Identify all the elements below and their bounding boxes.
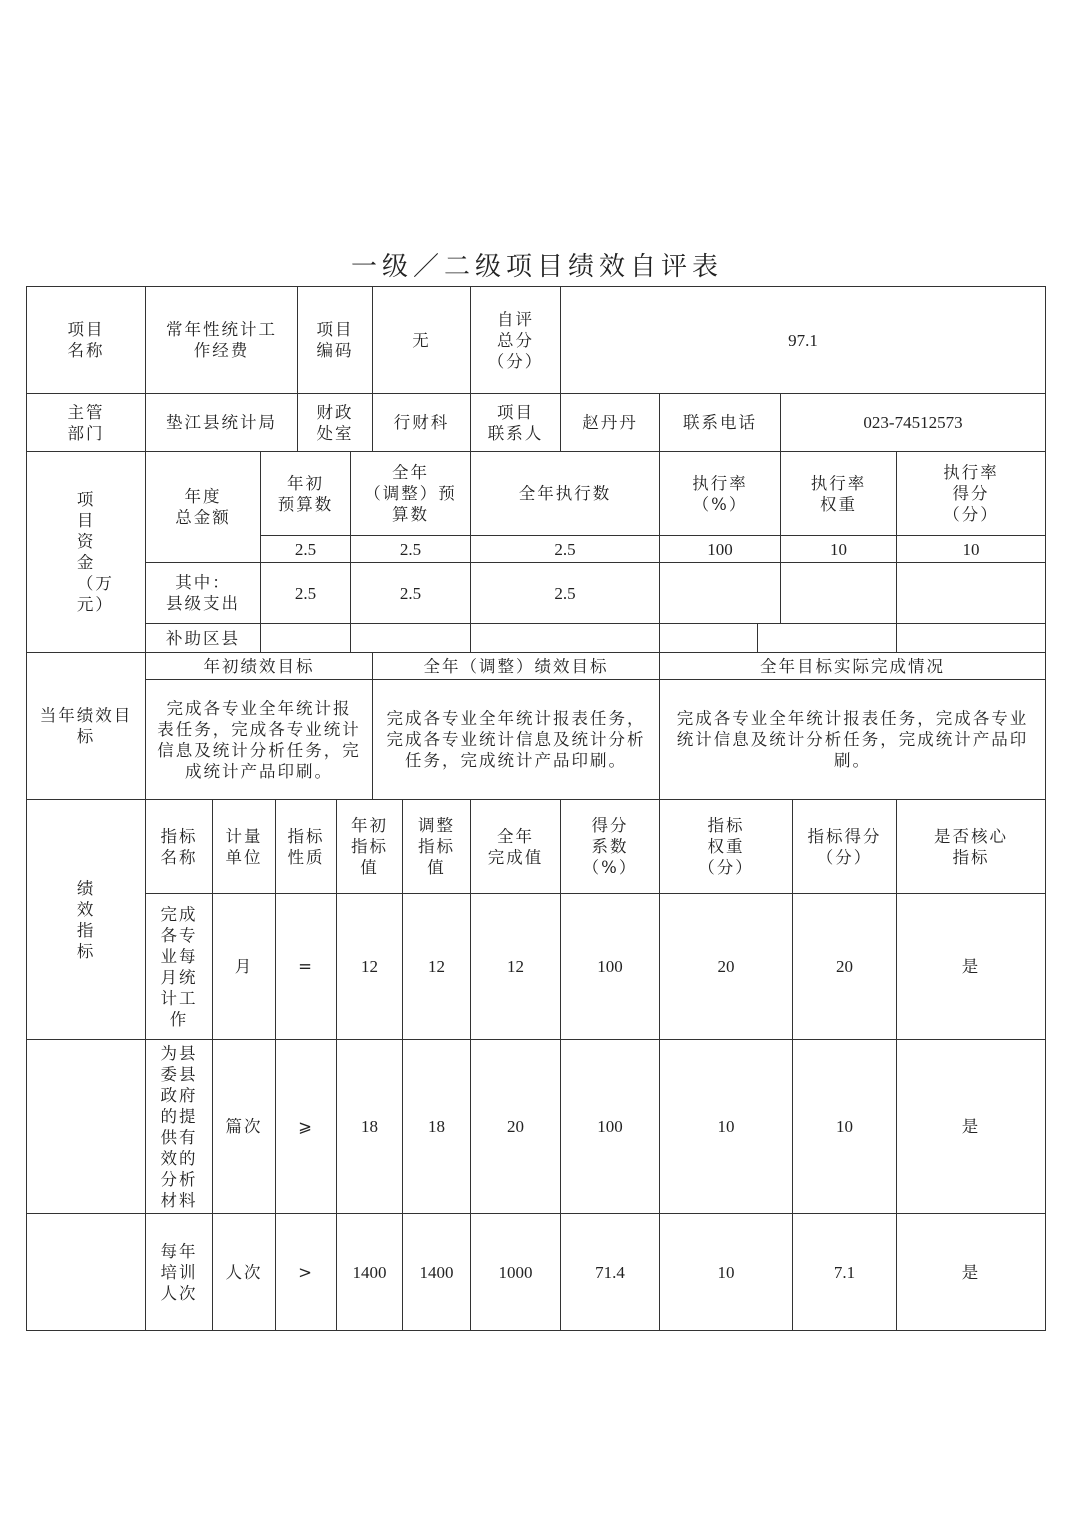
funds-county-value: 2.5 [350, 562, 471, 624]
indicator-cell: 100 [560, 1039, 660, 1214]
office: 行财科 [372, 393, 471, 452]
indicator-cell: 是 [896, 893, 1046, 1040]
indicator-cell: 12 [470, 893, 561, 1040]
page-title: 一级／二级项目绩效自评表 [350, 252, 723, 282]
funds-header: 年度 总金额 [145, 451, 261, 563]
funds-header: 执行率 （%） [659, 451, 781, 536]
indicator-cell: 18 [336, 1039, 403, 1214]
indicator-header: 指标得分 （分） [792, 799, 897, 894]
indicator-cell: 是 [896, 1039, 1046, 1214]
indicator-cell: 人次 [212, 1213, 276, 1331]
indicator-cell: 月 [212, 893, 276, 1040]
indicator-cell: > [275, 1213, 337, 1331]
office-label: 财政 处室 [297, 393, 373, 452]
indicator-cell: 12 [402, 893, 471, 1040]
indicator-cell: 10 [659, 1039, 793, 1214]
funds-total-value: 2.5 [470, 535, 660, 563]
phone-label: 联系电话 [659, 393, 781, 452]
indicator-cell: 10 [792, 1039, 897, 1214]
indicator-cell: 1400 [402, 1213, 471, 1331]
indicator-cell: 20 [659, 893, 793, 1040]
goals-header: 年初绩效目标 [145, 652, 373, 680]
contact-label: 项目 联系人 [470, 393, 561, 452]
funds-county-label: 其中： 县级支出 [145, 562, 261, 624]
indicator-cell: 10 [659, 1213, 793, 1331]
indicators-label-text: 绩效指标 [76, 878, 96, 961]
funds-header: 全年 （调整）预 算数 [350, 451, 471, 536]
indicator-cell: 12 [336, 893, 403, 1040]
indicator-header: 是否核心 指标 [896, 799, 1046, 894]
dept-label: 主管 部门 [26, 393, 146, 452]
goals-value: 完成各专业全年统计报表任务，完成各专业 统计信息及统计分析任务，完成统计产品印 刷。 [659, 679, 1046, 800]
project-code-label: 项目 编码 [297, 286, 373, 394]
phone: 023-74512573 [780, 393, 1046, 452]
indicator-cell: 篇次 [212, 1039, 276, 1214]
indicator-name [145, 1039, 213, 1214]
project-code: 无 [372, 286, 471, 394]
dept: 垫江县统计局 [145, 393, 298, 452]
contact: 赵丹丹 [560, 393, 660, 452]
self-score-label: 自评 总分 （分） [470, 286, 561, 394]
goals-value: 完成各专业全年统计报表任务， 完成各专业统计信息及统计分析 任务，完成统计产品印刷。 [372, 679, 660, 800]
funds-subsidy-value [470, 623, 660, 653]
self-score: 97.1 [560, 286, 1046, 394]
funds-subsidy-value [350, 623, 471, 653]
indicator-cell: = [275, 893, 337, 1040]
indicator-header: 指标 性质 [275, 799, 337, 894]
goals-label: 当年绩效目 标 [26, 652, 146, 800]
funds-header: 执行率 权重 [780, 451, 897, 536]
indicator-name-text: 每年培训人次 [160, 1241, 198, 1303]
project-name-label: 项目 名称 [26, 286, 146, 394]
indicator-cell: 18 [402, 1039, 471, 1214]
funds-total-value: 2.5 [350, 535, 471, 563]
indicator-cell: 7.1 [792, 1213, 897, 1331]
funds-subsidy-value [659, 623, 758, 653]
indicator-name [145, 1213, 213, 1331]
indicator-cell: 1400 [336, 1213, 403, 1331]
indicator-cell: 1000 [470, 1213, 561, 1331]
funds-header: 年初 预算数 [260, 451, 351, 536]
funds-county-value: 2.5 [260, 562, 351, 624]
indicator-header: 年初 指标 值 [336, 799, 403, 894]
funds-subsidy-label: 补助区县 [145, 623, 261, 653]
indicators-label-blank [26, 1213, 146, 1331]
funds-county-value [659, 562, 781, 624]
indicators-label [26, 799, 146, 1040]
funds-header: 执行率 得分 （分） [896, 451, 1046, 536]
funds-label [26, 451, 146, 653]
funds-header: 全年执行数 [470, 451, 660, 536]
indicator-cell: 71.4 [560, 1213, 660, 1331]
funds-county-value [896, 562, 1046, 624]
project-name: 常年性统计工 作经费 [145, 286, 298, 394]
indicator-name-text: 完成各专业每月统计工作 [160, 904, 198, 1029]
funds-total-value: 10 [896, 535, 1046, 563]
indicator-header: 全年 完成值 [470, 799, 561, 894]
funds-total-value: 10 [780, 535, 897, 563]
indicators-label-blank [26, 1039, 146, 1214]
indicator-cell: 是 [896, 1213, 1046, 1331]
funds-subsidy-value [896, 623, 1046, 653]
indicator-cell: 20 [792, 893, 897, 1040]
goals-value: 完成各专业全年统计报 表任务，完成各专业统计 信息及统计分析任务，完 成统计产品印刷。 [145, 679, 373, 800]
goals-header: 全年（调整）绩效目标 [372, 652, 660, 680]
funds-county-value: 2.5 [470, 562, 660, 624]
indicator-header: 指标 名称 [145, 799, 213, 894]
indicator-header: 调整 指标 值 [402, 799, 471, 894]
funds-label-text: 项目资金（万元） [76, 490, 114, 614]
indicator-cell: ⩾ [275, 1039, 337, 1214]
funds-county-value [780, 562, 897, 624]
indicator-name-text: 为县委县政府的提供有效的分析材料 [160, 1043, 198, 1210]
indicator-header: 得分 系数 （%） [560, 799, 660, 894]
indicator-cell: 20 [470, 1039, 561, 1214]
indicator-name [145, 893, 213, 1040]
funds-subsidy-value [757, 623, 897, 653]
goals-header: 全年目标实际完成情况 [659, 652, 1046, 680]
funds-total-value: 100 [659, 535, 781, 563]
indicator-header: 计量 单位 [212, 799, 276, 894]
funds-subsidy-value [260, 623, 351, 653]
indicator-cell: 100 [560, 893, 660, 1040]
funds-total-value: 2.5 [260, 535, 351, 563]
indicator-header: 指标 权重 （分） [659, 799, 793, 894]
